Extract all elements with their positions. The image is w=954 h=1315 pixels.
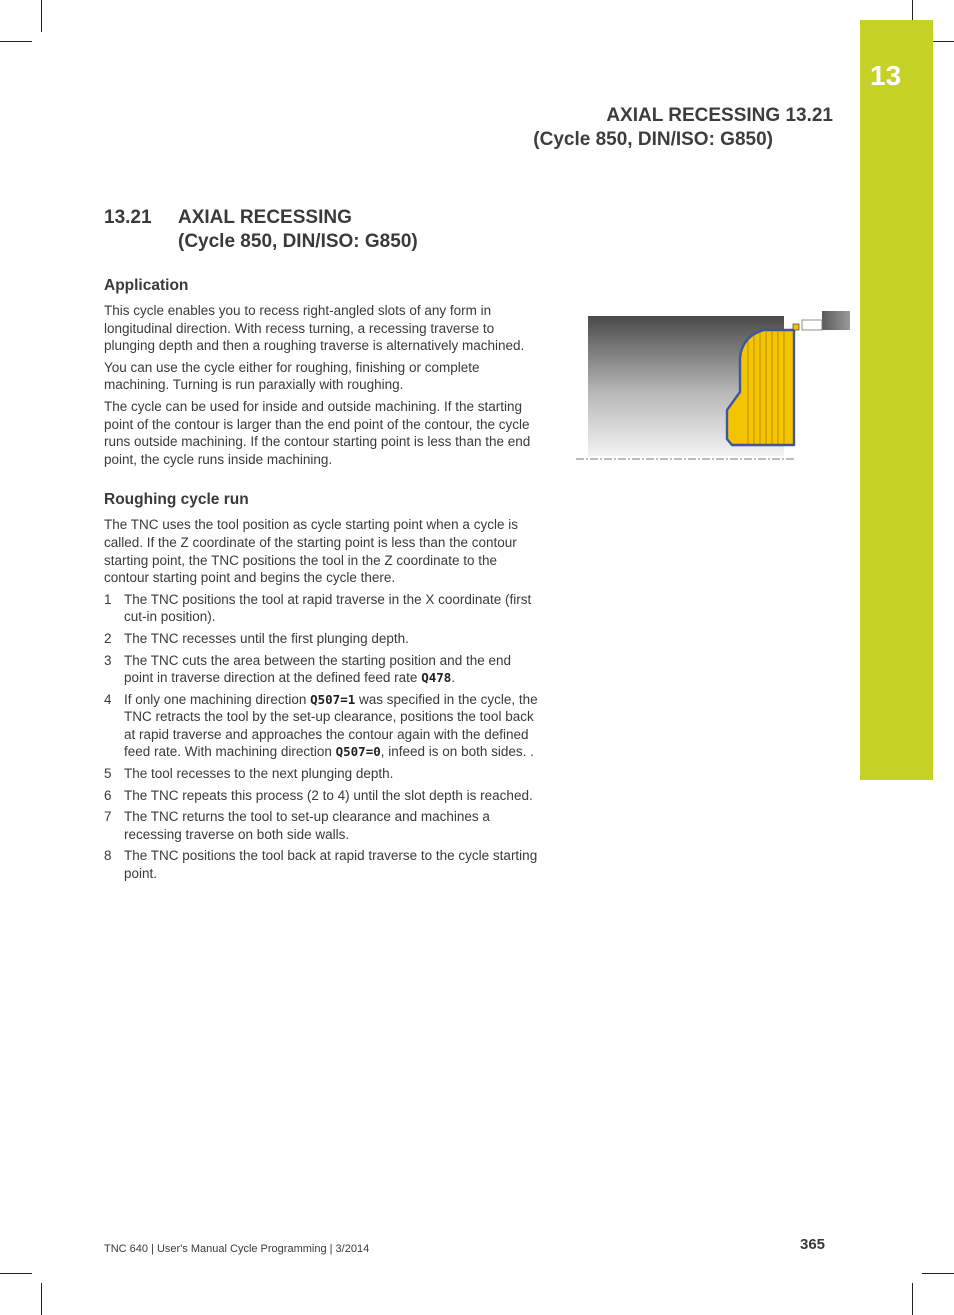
section-title-line1: AXIAL RECESSING [178, 207, 352, 228]
step-text: The TNC positions the tool back at rapid traverse to the cycle starting point. [124, 848, 538, 882]
section-title [104, 206, 604, 254]
step-text: . [451, 670, 456, 686]
list-item [104, 630, 540, 648]
parameter-code: Q478 [421, 670, 452, 686]
step-text: The TNC recesses until the first plunging depth. [124, 630, 409, 646]
step-text: The tool recesses to the next plunging depth. [124, 766, 394, 782]
list-item [104, 787, 540, 805]
crop-mark [0, 1273, 32, 1274]
paragraph: The cycle can be used for inside and outside machining. If the starting point of the contour is larger than the end point of the contour, the cycle runs outside machining. If the contour starting point is less than the end point, the cycle runs inside machining. [104, 398, 531, 467]
recessing-illustration [572, 308, 852, 468]
step-number: 5 [104, 766, 112, 782]
section-number: 13.21 [104, 207, 152, 228]
step-number: 1 [104, 591, 112, 607]
running-header [333, 104, 833, 152]
step-number: 6 [104, 787, 112, 803]
footer-text: TNC 640 | User's Manual Cycle Programming | 3/2014 [104, 1243, 370, 1255]
main-column [104, 276, 540, 887]
list-item [104, 847, 540, 882]
list-item [104, 808, 540, 843]
section-title-line2: (Cycle 850, DIN/ISO: G850) [178, 231, 418, 252]
step-number: 4 [104, 691, 112, 707]
list-item [104, 652, 540, 687]
paragraph: You can use the cycle either for roughing, finishing or complete machining. Turning is run paraxially with roughing. [104, 359, 480, 393]
page-number: 365 [800, 1236, 826, 1253]
crop-mark [912, 1283, 913, 1315]
chapter-number: 13 [870, 60, 902, 91]
step-text: The TNC positions the tool at rapid traverse in the X coordinate (first cut-in position). [124, 591, 532, 625]
parameter-code: Q507=0 [335, 744, 381, 760]
crop-mark [41, 0, 42, 32]
roughing-heading: Roughing cycle run [104, 491, 249, 509]
running-header-line2: (Cycle 850, DIN/ISO: G850) [533, 129, 773, 150]
step-text: , infeed is on both sides. . [380, 744, 534, 760]
crop-mark [922, 1273, 954, 1274]
step-text: The TNC repeats this process (2 to 4) until the slot depth is reached. [124, 787, 533, 803]
step-number: 3 [104, 652, 112, 668]
step-text: If only one machining direction [124, 691, 311, 707]
application-heading: Application [104, 277, 189, 294]
step-number: 7 [104, 809, 112, 825]
step-text: The TNC returns the tool to set-up clearance and machines a recessing traverse on both side walls. [124, 809, 490, 842]
chapter-tab [860, 20, 933, 780]
step-list [104, 591, 540, 883]
list-item [104, 765, 540, 783]
tool-shank [802, 320, 822, 330]
paragraph: This cycle enables you to recess right-angled slots of any form in longitudinal direction. With recess turning, a recessing traverse to plunging depth and then a roughing traverse is alternatively machined. [104, 303, 525, 354]
step-number: 2 [104, 630, 112, 646]
tool-holder [822, 311, 850, 330]
contour-start-point [793, 324, 799, 330]
step-text: The TNC cuts the area between the starting position and the end point in traverse direction at the defined feed rate [124, 652, 511, 686]
list-item [104, 591, 540, 626]
crop-mark [41, 1283, 42, 1315]
step-number: 8 [104, 848, 112, 864]
crop-mark [0, 41, 32, 42]
paragraph: The TNC uses the tool position as cycle starting point when a cycle is called. If the Z coordinate of the starting point is less than the contour starting point, the TNC positions the tool in the Z coordinate to the contour starting point and begins the cycle there. [104, 517, 518, 586]
step-text: was specified in the cycle, the TNC retracts the tool by the set-up clearance, positions the tool back at rapid traverse and approaches the contour again with the defined feed rate. With machining direction [124, 691, 538, 760]
running-header-line1: AXIAL RECESSING 13.21 [606, 105, 833, 126]
list-item [104, 691, 540, 761]
parameter-code: Q507=1 [310, 691, 356, 707]
